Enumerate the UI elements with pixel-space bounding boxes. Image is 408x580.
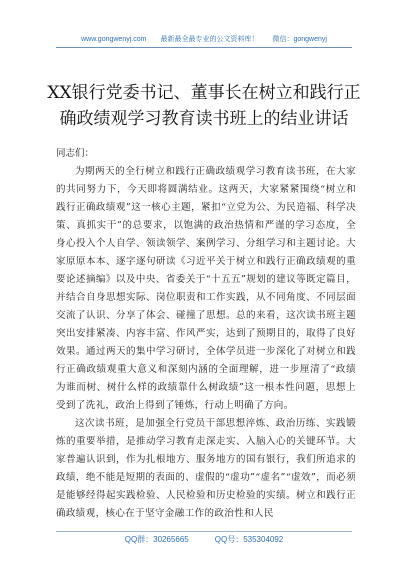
paragraph-2: 这次读书班，是加强全行党员干部思想淬炼、政治历练、实践锻炼的重要举措，是推动学习教育走深走实、入脑入心的关键环节。大家普遍认识到，作为扎根地方、服务地方的国有银行，我们所追求的政绩，绝不能是短期的表面的、虚假的“虚功”“虚名”“虚效”，而必须是能够经得起实践检验、人民检验和历史检验的实绩。树立和践行正确政绩观，核心在于坚守金融工作的政治性和人民	[56, 418, 356, 519]
paragraph-1: 为期两天的全行树立和践行正确政绩观学习教育读书班，在大家的共同努力下，今天即将圆满结业。这两天，大家紧紧围绕“树立和践行正确政绩观”这一核心主题，紧扣“立党为公、为民造福、科学决策、真抓实干”的总要求，以饱满的政治热情和严谨的学习态度，全身心投入个人自学、领读领学、案例学习、分组学习和主题讨论。大家原原本本、逐字逐句研读《习近平关于树立和践行正确政绩观的重要论述摘编》以及中央、省委关于“十五五”规划的建议等既定篇目，并结合自身思想实际、岗位职责和工作实践，从不同角度、不同层面交流了认识、分享了体会、碰撞了思想。总的来看，这次读书班主题突出安排紧凑、内容丰富、作风严实，达到了预期目的，取得了良好效果。通过两天的集中学习研讨，全体学员进一步深化了对树立和践行正确政绩观重大意义和深刻内涵的全面理解，进一步厘清了“政绩为谁而树、树什么样的政绩靠什么树政绩”这一根本性问题，思想上受到了洗礼，政治上得到了锤炼，行动上明确了方向。	[56, 166, 356, 411]
title-line-2: 确政绩观学习教育读书班上的结业讲话	[59, 109, 349, 129]
qq-group-text: QQ群：30265665	[124, 535, 189, 544]
footer-divider	[56, 531, 352, 532]
document-title	[36, 80, 372, 132]
wechat-text: 微信：gongwenyj	[272, 36, 327, 43]
qq-number-text: QQ号：535304092	[214, 535, 284, 544]
page-header	[0, 34, 408, 44]
slogan-text: 最新最全最专业的公文资料库！	[160, 36, 259, 43]
salutation: 同志们：	[56, 148, 95, 159]
document-body	[56, 163, 356, 523]
title-line-1: XX银行党委书记、董事长在树立和践行正	[47, 83, 361, 103]
page-footer	[0, 534, 408, 545]
header-divider	[56, 47, 352, 48]
site-link[interactable]: www.gongwenyj.com	[81, 36, 147, 43]
